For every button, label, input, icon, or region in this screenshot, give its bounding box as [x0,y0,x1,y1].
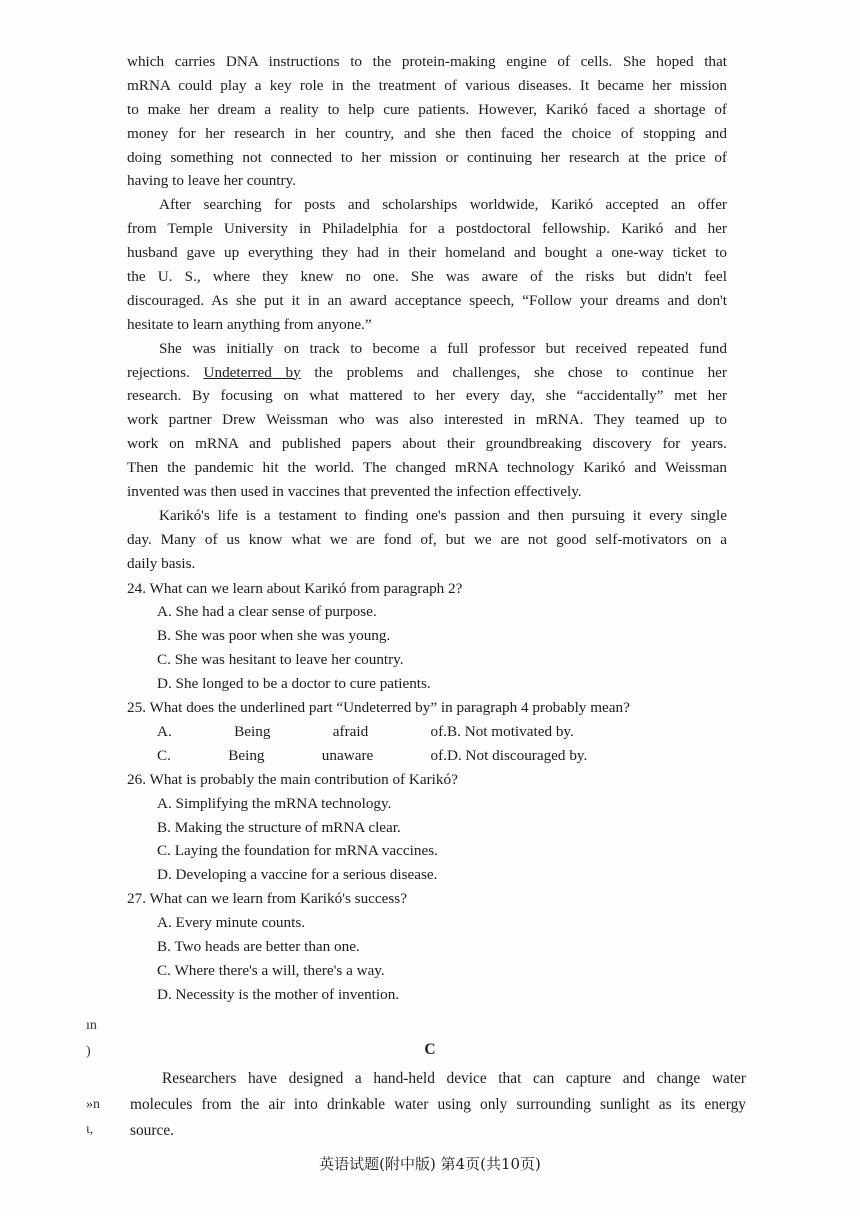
passage-line: daily basis. [127,554,196,572]
passage-line: invented was then used in vaccines that prevented the infection effectively. [127,483,582,501]
passage-line: the U. S., where they knew no one. She was aware of the risks but didn't feel [127,268,727,286]
passage-line: research. By focusing on what mattered to her every day, she “accidentally” met her [127,387,727,405]
passage-line: She was initially on track to become a full professor but received repeated fund [159,339,727,357]
passage-line: from Temple University in Philadelphia for a postdoctoral fellowship. Karikó and her [127,220,727,238]
passage-text: rejections. [127,363,204,381]
passage-line: work on mRNA and published papers about their groundbreaking discovery for years. [127,435,727,453]
question-26-option-c[interactable]: C. Laying the foundation for mRNA vaccines. [157,842,438,860]
passage-c [130,1066,746,1144]
passage-line: Researchers have designed a hand-held device that can capture and change water [162,1070,746,1087]
question-26-option-d[interactable]: D. Developing a vaccine for a serious disease. [157,866,438,884]
margin-fragment: ι, [86,1122,94,1137]
question-25-option-c[interactable]: C. Being unaware of. [157,746,447,764]
passage-line: work partner Drew Weissman who was also interested in mRNA. They teamed up to [127,411,727,429]
question-26-stem: 26. What is probably the main contribution of Karikó? [127,770,458,788]
question-27-option-c[interactable]: C. Where there's a will, there's a way. [157,961,385,979]
question-27-option-b[interactable]: B. Two heads are better than one. [157,937,360,955]
passage-line: having to leave her country. [127,172,296,190]
passage-text: the problems and challenges, she chose to continue her [300,363,727,381]
passage-line: Karikó's life is a testament to finding one's passion and then pursuing it every single [159,506,727,524]
passage-b [127,50,727,1007]
passage-line: After searching for posts and scholarships worldwide, Karikó accepted an offer [159,196,727,214]
question-27-option-a[interactable]: A. Every minute counts. [157,914,306,932]
question-25-option-b[interactable]: B. Not motivated by. [447,722,574,740]
question-25-option-d[interactable]: D. Not discouraged by. [447,746,588,764]
question-26-option-b[interactable]: B. Making the structure of mRNA clear. [157,818,401,836]
passage-line: mRNA could play a key role in the treatment of various diseases. It became her mission [127,76,727,94]
question-24-option-b[interactable]: B. She was poor when she was young. [157,627,391,645]
passage-line: hesitate to learn anything from anyone.” [127,315,372,333]
passage-line: money for her research in her country, and she then faced the choice of stopping and [127,124,727,142]
question-25-options-row [127,744,727,768]
passage-line: which carries DNA instructions to the protein-making engine of cells. She hoped that [127,53,727,70]
margin-fragment: »n [86,1097,100,1112]
passage-line: discouraged. As she put it in an award acceptance speech, “Follow your dreams and don't [127,291,727,309]
question-25-options-row [127,720,727,744]
passage-line: husband gave up everything they had in their homeland and bought a one-way ticket to [127,244,727,262]
question-26-option-a[interactable]: A. Simplifying the mRNA technology. [157,794,392,812]
margin-fragment: ) [86,1044,91,1059]
question-25-stem: 25. What does the underlined part “Undeterred by” in paragraph 4 probably mean? [127,699,630,717]
question-27-stem: 27. What can we learn from Karikó's success? [127,890,407,908]
page-footer: 英语试题(附中版) 第4页(共10页) [319,1155,541,1173]
margin-fragment: ın [86,1018,97,1033]
passage-line: day. Many of us know what we are fond of, but we are not good self-motivators on a [127,530,727,548]
underlined-phrase: Undeterred by [203,363,301,381]
passage-line: doing something not connected to her mission or continuing her research at the price of [127,148,727,166]
question-27-option-d[interactable]: D. Necessity is the mother of invention. [157,985,400,1003]
passage-line: Then the pandemic hit the world. The changed mRNA technology Karikó and Weissman [127,459,727,477]
passage-line: source. [130,1122,175,1139]
section-heading: C [424,1041,436,1058]
question-24-option-c[interactable]: C. She was hesitant to leave her country. [157,651,404,669]
passage-line: to make her dream a reality to help cure patients. However, Karikó faced a shortage of [127,100,727,118]
question-24-option-a[interactable]: A. She had a clear sense of purpose. [157,603,377,621]
question-24-option-d[interactable]: D. She longed to be a doctor to cure patients. [157,675,431,693]
passage-line [127,361,727,385]
question-25-option-a[interactable]: A. Being afraid of. [157,722,447,740]
question-24-stem: 24. What can we learn about Karikó from paragraph 2? [127,579,463,597]
passage-line: molecules from the air into drinkable water using only surrounding sunlight as its energy [130,1096,746,1113]
